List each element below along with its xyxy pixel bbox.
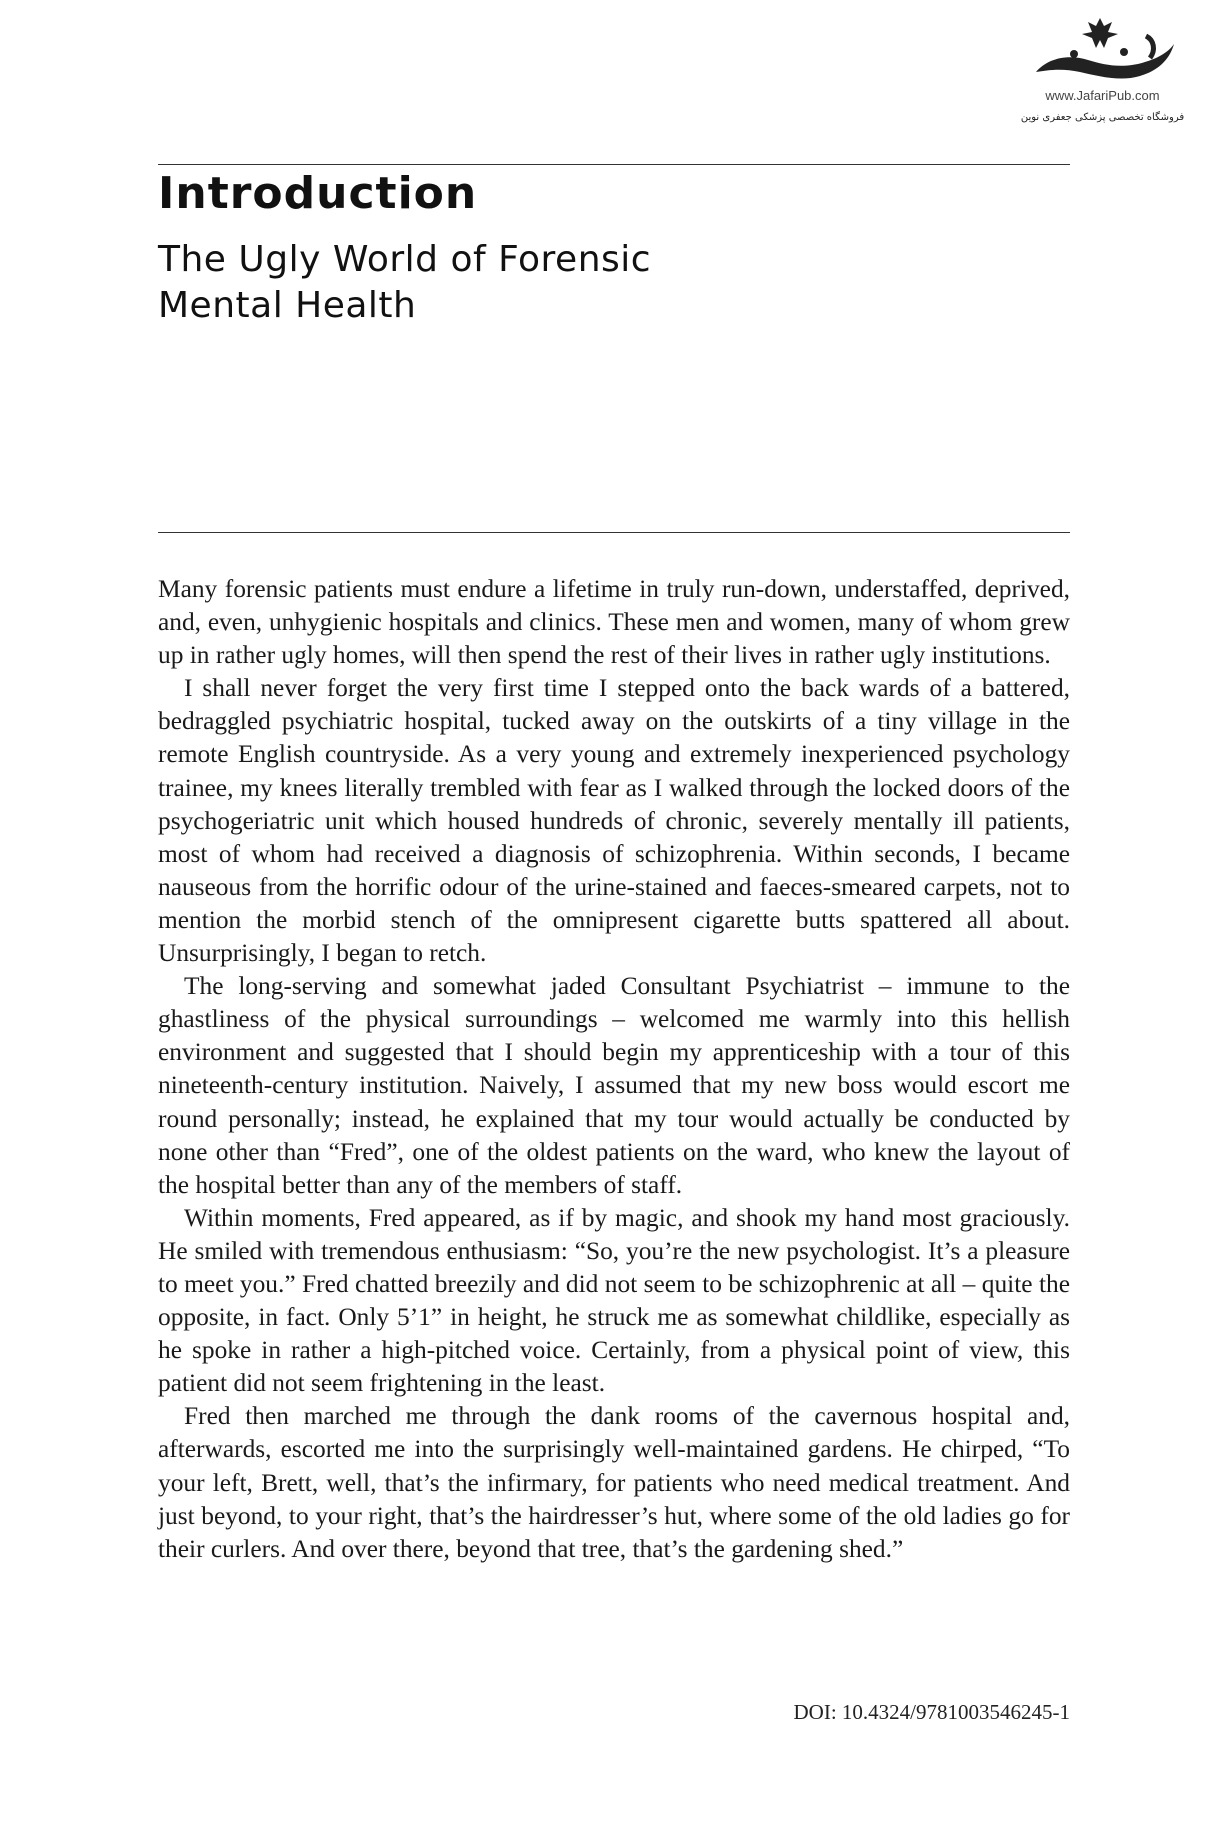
body-paragraph: I shall never forget the very first time I stepped onto the back wards of a battered, bedraggled psychiatric hospital, tucked away on the outskirts of a tiny village in the remote English countryside. As a very young and extremely inexperienced psychology trainee, my knees literally trembled with fear as I walked through the locked doors of the psychogeriatric unit which housed hundreds of chronic, severely mentally ill patients, most of whom had received a diagnosis of schizophrenia. Within seconds, I became nauseous from the horrific odour of the urine-stained and faeces-smeared carpets, not to mention the morbid stench of the omnipresent cigarette butts spattered all about. Unsurprisingly, I began to retch. [158, 674, 1070, 968]
chapter-subtitle [158, 237, 858, 329]
body-paragraph: Within moments, Fred appeared, as if by magic, and shook my hand most graciously. He smiled with tremendous enthusiasm: “So, you’re the new psychologist. It’s a pleasure to meet you.” Fred chatted breezily and did not seem to be schizophrenic at all – quite the opposite, in fact. Only 5’1” in height, he struck me as somewhat childlike, especially as he spoke in rather a high-pitched voice. Certainly, from a physical point of view, this patient did not seem frightening in the least. [158, 1203, 1070, 1398]
body-paragraph: Many forensic patients must endure a lifetime in truly run-down, understaffed, deprived, and, even, unhygienic hospitals and clinics. These men and women, many of whom grew up in rather ugly homes, will then spend the rest of their lives in rather ugly institutions. [158, 575, 1070, 670]
chapter-title: Introduction [158, 168, 478, 219]
body-paragraph: The long-serving and somewhat jaded Consultant Psychiatrist – immune to the ghastliness of the physical surroundings – welcomed me warmly into this hellish environment and suggested that I should begin my apprenticeship with a tour of this nineteenth-century institution. Naively, I assumed that my new boss would escort me round personally; instead, he explained that my tour would actually be conducted by none other than “Fred”, one of the oldest patients on the ward, who knew the layout of the hospital better than any of the members of staff. [158, 972, 1070, 1199]
publisher-logo [1010, 14, 1195, 142]
chapter-body [158, 573, 1070, 1566]
publisher-url: www.JafariPub.com [1045, 88, 1160, 103]
chapter-subtitle-line-1: The Ugly World of Forensic [158, 239, 652, 280]
body-paragraph: Fred then marched me through the dank rooms of the cavernous hospital and, afterwards, escorted me into the surprisingly well-maintained gardens. He chirped, “To your left, Brett, well, that’s the infirmary, for patients who need medical treatment. And just beyond, to your right, that’s the hairdresser’s hut, where some of the old ladies go for their curlers. And over there, beyond that tree, that’s the gardening shed.” [158, 1402, 1070, 1563]
doi-footer: DOI: 10.4324/9781003546245-1 [793, 1700, 1070, 1724]
publisher-logo-mark [1028, 14, 1178, 86]
header-rule [158, 164, 1070, 165]
chapter-subtitle-line-2: Mental Health [158, 285, 417, 326]
section-rule [158, 532, 1070, 533]
publisher-tagline: فروشگاه تخصصی پزشکی جعفری نوین [1020, 112, 1185, 123]
